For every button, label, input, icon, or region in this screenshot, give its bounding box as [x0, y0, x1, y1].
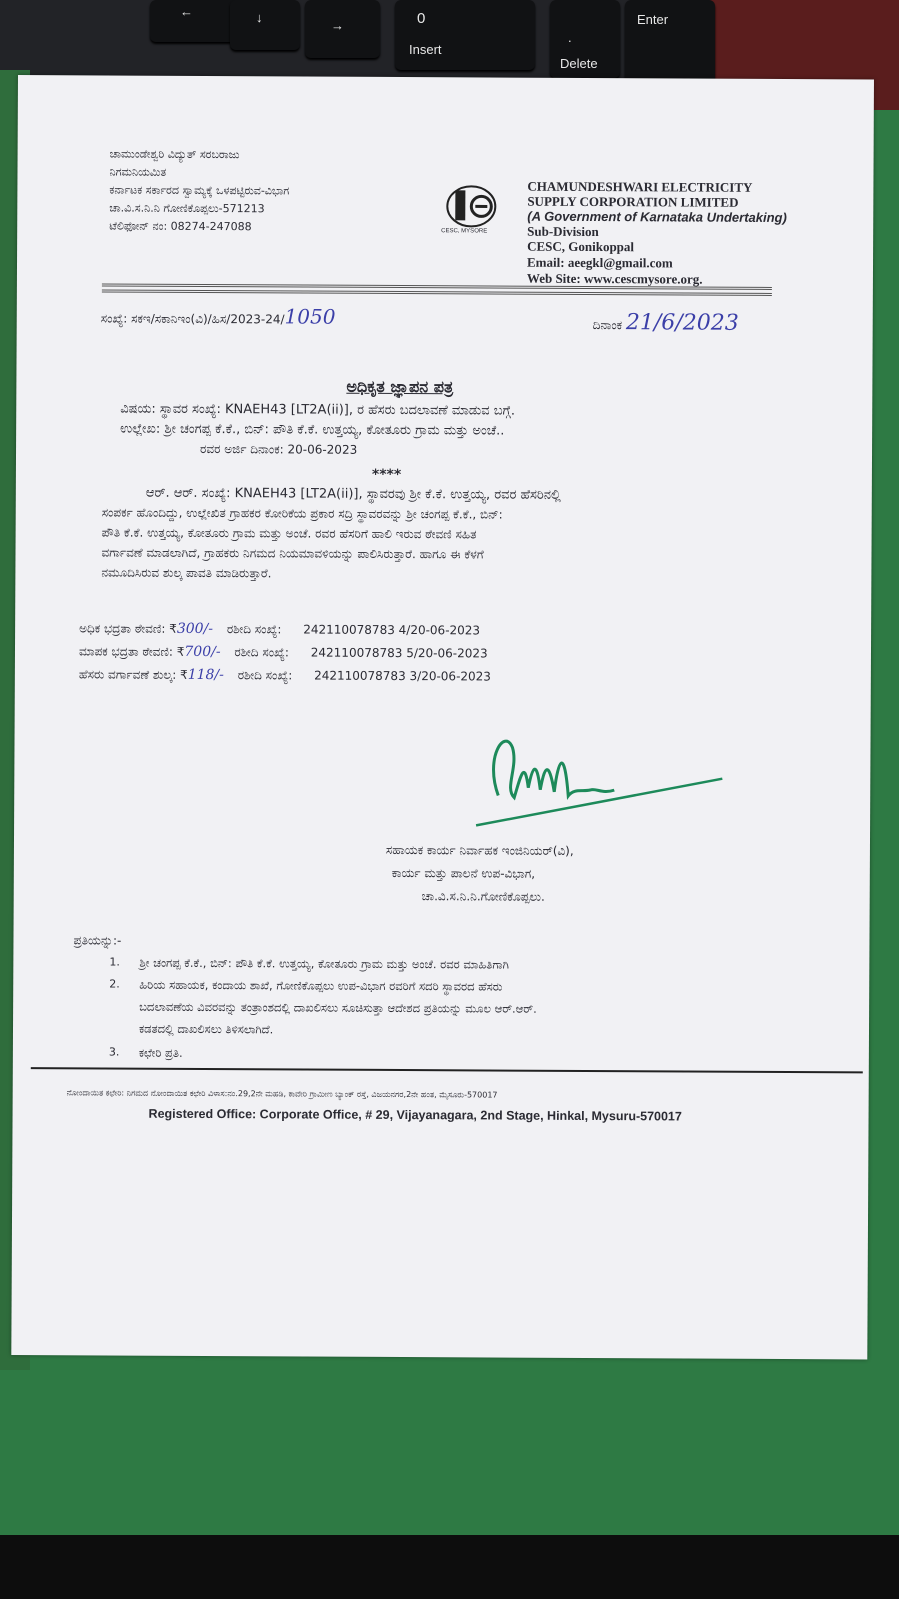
key-label: . — [568, 30, 572, 45]
enter-key — [625, 0, 715, 88]
body-line: ಪೌತಿ ಕೆ.ಕೆ. ಉತ್ತಯ್ಯ, ಕೋತೂರು ಗ್ರಾಮ ಮತ್ತು ಅಂಚೆ. ರವರ ಹೆಸರಿಗೆ ಹಾಲಿ ಇರುವ ಠೇವಣಿ ಸಹಿತ — [101, 525, 477, 542]
company-name-2: SUPPLY CORPORATION LIMITED — [527, 193, 739, 210]
logo-text: CESC, MYSORE — [441, 228, 488, 235]
body-line: ನಮೂದಿಸಿರುವ ಶುಲ್ಕ ಪಾವತಿ ಮಾಡಿರುತ್ತಾರೆ. — [101, 565, 272, 581]
letterhead-line: ಟೆಲಿಫೋನ್ ನಂ: 08274-247088 — [109, 219, 252, 234]
website-label: Web Site: — [526, 270, 581, 286]
separator-stars: **** — [371, 466, 402, 484]
arrow-right-key — [305, 0, 380, 58]
date-label: ದಿನಾಂಕ — [592, 318, 623, 333]
key-label: 0 — [417, 10, 426, 27]
desk-bottom — [0, 1535, 899, 1599]
copy-line: ಹಿರಿಯ ಸಹಾಯಕ, ಕಂದಾಯ ಶಾಖೆ, ಗೋಣಿಕೊಪ್ಪಲು ಉಪ-ವಿಭಾಗ ರವರಿಗೆ ಸದರಿ ಸ್ಥಾವರದ ಹೆಸರು — [139, 977, 503, 994]
receipt-number: 242110078783 4/20-06-2023 — [303, 622, 481, 638]
delete-key — [550, 0, 620, 78]
key-label: Delete — [560, 56, 598, 71]
arrow-left-key — [150, 0, 240, 42]
email-row — [527, 255, 673, 272]
letter-date — [593, 310, 739, 336]
website-link[interactable]: www.cescmysore.org. — [583, 270, 703, 287]
fee-label: ಹೆಸರು ವರ್ಗಾವಣೆ ಶುಲ್ಕ: ₹ — [78, 667, 188, 682]
key-label: Insert — [409, 42, 442, 57]
copy-line: ಶ್ರೀ ಚಂಗಪ್ಪ ಕೆ.ಕೆ., ಬಿನ್: ಪೌತಿ ಕೆ.ಕೆ. ಉತ್ತಯ್ಯ, ಕೋತೂರು ಗ್ರಾಮ ಮತ್ತು ಅಂಚೆ. ರವರ ಮಾಹಿತಿಗಾಗಿ — [139, 955, 509, 972]
letterhead-line: ಚಾಮುಂಡೇಶ್ವರಿ ವಿದ್ಯುತ್ ಸರಬರಾಜು — [109, 147, 240, 162]
letterhead-line: ನಿಗಮನಿಯಮಿತ — [109, 165, 167, 179]
subdivision-label: Sub-Division — [527, 223, 599, 240]
key-label: Enter — [637, 12, 669, 27]
copy-number: 3. — [108, 1045, 120, 1059]
arrow-down-key — [230, 0, 300, 50]
body-line: ಆರ್. ಆರ್. ಸಂಖ್ಯೆ: KNAEH43 [LT2A(ii)], ಸ್ಥಾವರವು ಶ್ರೀ ಕೆ.ಕೆ. ಉತ್ತಯ್ಯ, ರವರ ಹೆಸರಿನಲ್ಲಿ — [145, 485, 561, 503]
page-title: ಅಧಿಕೃತ ಜ್ಞಾಪನ ಪತ್ರ — [346, 376, 454, 397]
key-label: ← — [180, 4, 193, 19]
reference-label: ಸಂಖ್ಯೆ: ಸಕಇ/ಸಕಾನಿಇಂ(ವಿ)/ಹಿಸ/2023-24/ — [100, 311, 285, 327]
fee-row — [79, 666, 491, 684]
cesc-logo — [435, 182, 507, 238]
body-line: ವರ್ಗಾವಣೆ ಮಾಡಲಾಗಿದೆ, ಗ್ರಾಹಕರು ನಿಗಮದ ನಿಯಮಾವಳಿಯನ್ನು ಪಾಲಿಸಿರುತ್ತಾರೆ. ಹಾಗೂ ಈ ಕೆಳಗೆ — [101, 545, 484, 562]
letterhead-line: ಚಾ.ವಿ.ಸ.ನಿ.ನಿ ಗೋಣಿಕೊಪ್ಪಲು-571213 — [109, 201, 265, 216]
email-link[interactable]: aeegkl@gmail.com — [567, 254, 673, 271]
header-divider-2 — [102, 289, 772, 296]
key-label: ↓ — [256, 10, 263, 25]
fee-amount: 300/- — [176, 620, 214, 638]
subdivision-location: CESC, Gonikoppal — [527, 238, 635, 255]
copy-line: ಬದಲಾವಣೆಯ ವಿವರವನ್ನು ತಂತ್ರಾಂಶದಲ್ಲಿ ದಾಖಲಿಸಲು ಸೂಚಿಸುತ್ತಾ ಆದೇಶದ ಪ್ರತಿಯನ್ನು ಮೂಲ ಆರ್.ಆರ್. — [139, 999, 537, 1016]
copy-number: 2. — [109, 977, 120, 991]
reference-number — [101, 303, 336, 328]
company-name: CHAMUNDESHWARI ELECTRICITY — [527, 178, 753, 195]
signatory-designation: ಸಹಾಯಕ ಕಾರ್ಯ ನಿರ್ವಾಹಕ ಇಂಜಿನಿಯರ್(ವಿ), — [385, 842, 574, 858]
letter-paper — [11, 75, 874, 1359]
fee-row — [79, 620, 480, 638]
key-label: → — [331, 18, 344, 33]
govt-undertaking: (A Government of Karnataka Undertaking) — [527, 208, 787, 226]
receipt-label: ರಶೀದಿ ಸಂಖ್ಯೆ: — [234, 645, 290, 660]
signatory-office: ಕಾರ್ಯ ಮತ್ತು ಪಾಲನೆ ಉಪ-ವಿಭಾಗ, — [391, 865, 536, 881]
insert-key — [395, 0, 535, 70]
receipt-number: 242110078783 5/20-06-2023 — [310, 645, 488, 661]
copy-line: ಕಛೇರಿ ಪ್ರತಿ. — [138, 1045, 183, 1060]
body-line: ಸಂಪರ್ಕ ಹೊಂದಿದ್ದು, ಉಲ್ಲೇಖಿತ ಗ್ರಾಹಕರ ಕೋರಿಕೆಯ ಪ್ರಕಾರ ಸದ್ರಿ ಸ್ಥಾವರವನ್ನು ಶ್ರೀ ಚಂಗಪ್ಪ ಕೆ.ಕೆ., ಬಿನ್: — [101, 505, 503, 522]
footer-registered-office: Registered Office: Corporate Office, # 29, Vijayanagara, 2nd Stage, Hinkal, Mysuru-570017 — [148, 1106, 682, 1124]
footer-kannada: ನೋಂದಾಯಿತ ಕಛೇರಿ: ನಿಗಮದ ನೋಂದಾಯಿತ ಕಛೇರಿ ವಿಳಾಸ:ನಂ.29,2ನೇ ಮಹಡಿ, ಕಾವೇರಿ ಗ್ರಾಮೀಣ ಬ್ಯಾಂಕ್ ರಸ್ತೆ, ವಿಜಯನಗರ,2ನೇ ಹಂತ, ಮೈಸೂರು-570017 — [66, 1088, 498, 1100]
signatory-location: ಚಾ.ವಿ.ಸ.ನಿ.ನಿ.ಗೋಣಿಕೊಪ್ಪಲು. — [421, 889, 545, 904]
handwritten-number: 1050 — [284, 304, 336, 329]
copy-line: ಕಡತದಲ್ಲಿ ದಾಖಲಿಸಲು ತಿಳಿಸಲಾಗಿದೆ. — [138, 1021, 274, 1037]
copies-heading: ಪ್ರತಿಯನ್ನು:- — [73, 933, 122, 948]
reference-line: ಉಲ್ಲೇಖ: ಶ್ರೀ ಚಂಗಪ್ಪ ಕೆ.ಕೆ., ಬಿನ್: ಪೌತಿ ಕೆ.ಕೆ. ಉತ್ತಯ್ಯ, ಕೋತೂರು ಗ್ರಾಮ ಮತ್ತು ಅಂಚೆ.. — [120, 421, 505, 439]
footer-divider — [31, 1067, 863, 1073]
subject-line: ವಿಷಯ: ಸ್ಥಾವರ ಸಂಖ್ಯೆ: KNAEH43 [LT2A(ii)], ರ ಹೆಸರು ಬದಲಾವಣೆ ಮಾಡುವ ಬಗ್ಗೆ. — [120, 401, 516, 419]
receipt-label: ರಶೀದಿ ಸಂಖ್ಯೆ: — [237, 668, 293, 683]
fee-row — [79, 643, 488, 661]
fee-label: ಅಧಿಕ ಭದ್ರತಾ ಠೇವಣಿ: ₹ — [79, 621, 177, 636]
copy-number: 1. — [109, 955, 120, 969]
letterhead-line: ಕರ್ನಾಟಕ ಸರ್ಕಾರದ ಸ್ವಾಮ್ಯಕ್ಕೆ ಒಳಪಟ್ಟಿರುವ-ವಿಭಾಗ — [109, 183, 290, 198]
signature — [464, 717, 725, 828]
application-date: ರವರ ಅರ್ಜಿ ದಿನಾಂಕ: 20-06-2023 — [200, 441, 358, 457]
receipt-number: 242110078783 3/20-06-2023 — [314, 668, 492, 684]
fee-amount: 118/- — [187, 666, 224, 684]
fee-amount: 700/- — [184, 643, 221, 661]
handwritten-date: 21/6/2023 — [625, 310, 739, 336]
email-label: Email: — [526, 254, 565, 270]
fee-label: ಮಾಪಕ ಭದ್ರತಾ ಠೇವಣಿ: ₹ — [78, 644, 185, 659]
receipt-label: ರಶೀದಿ ಸಂಖ್ಯೆ: — [226, 622, 282, 637]
